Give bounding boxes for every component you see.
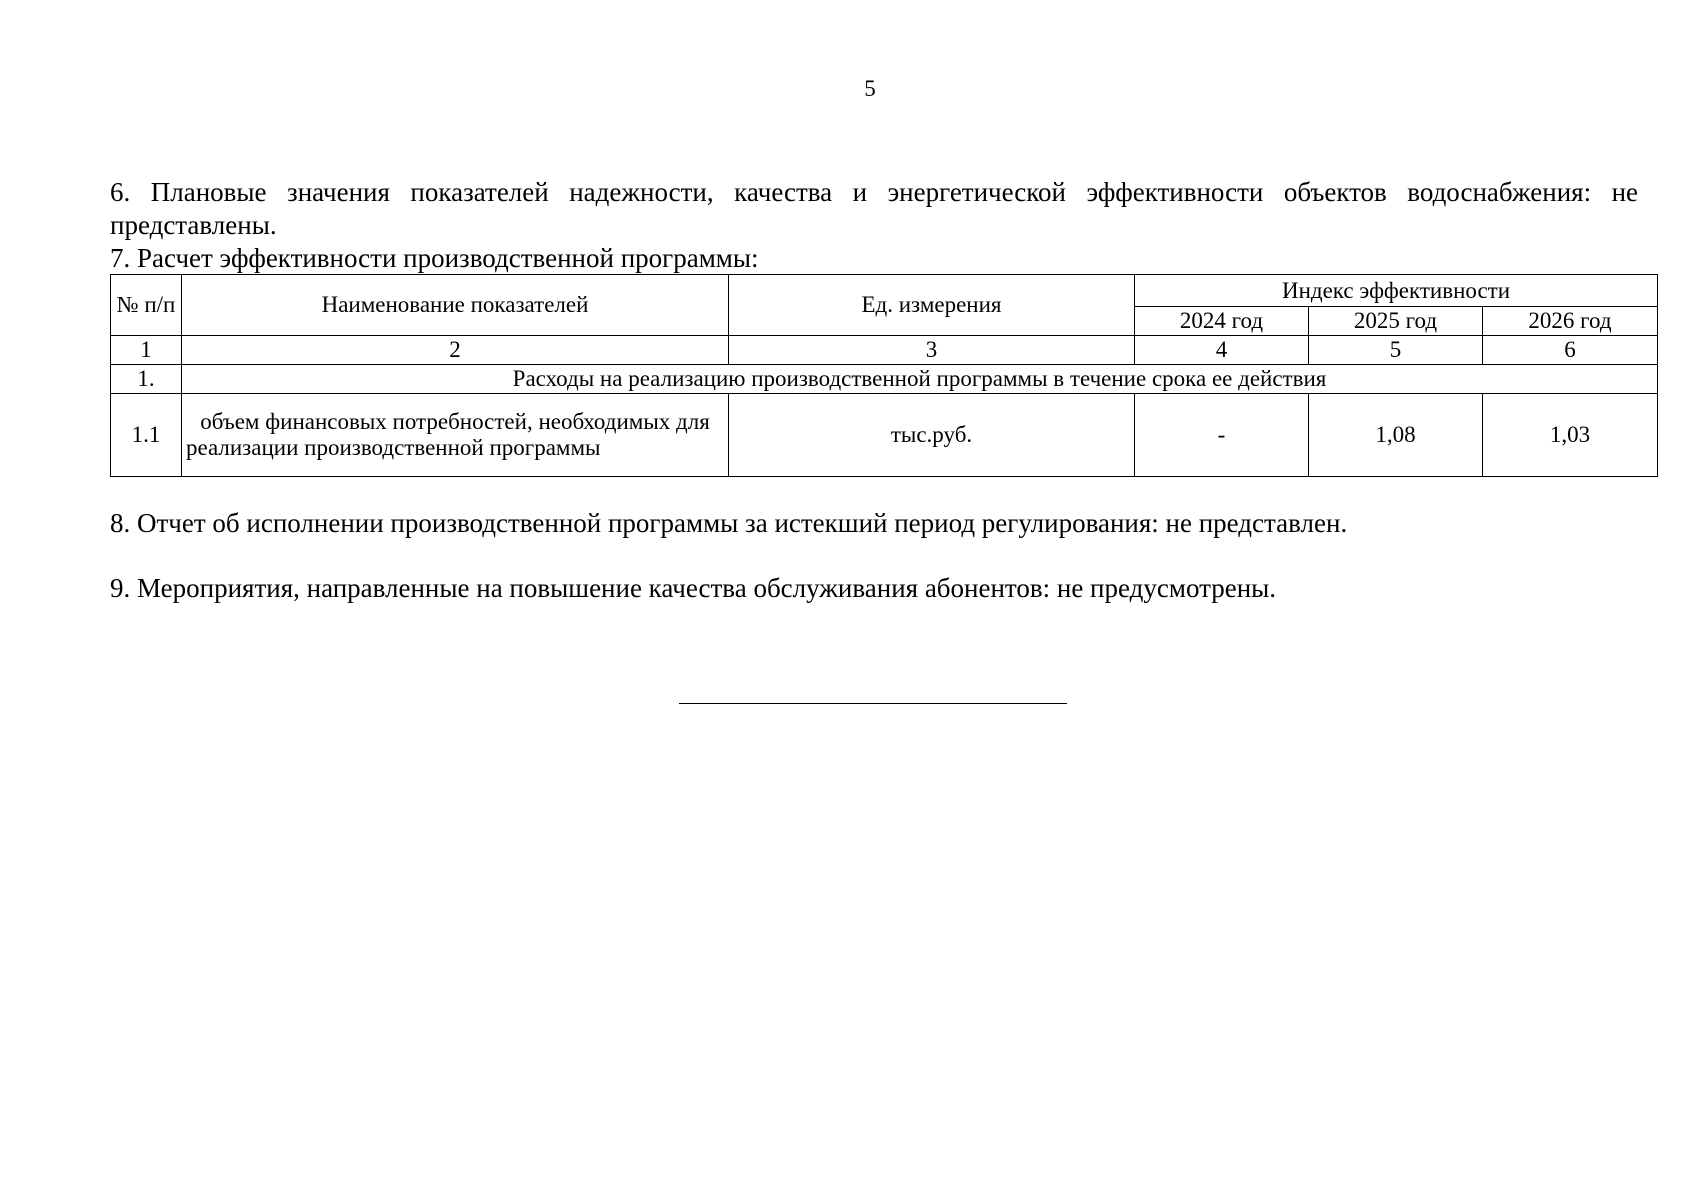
paragraph-7: 7. Расчет эффективности производственной программы: bbox=[110, 243, 759, 273]
header-year-2024: 2024 год bbox=[1135, 307, 1309, 336]
paragraph-6: 6. Плановые значения показателей надежности, качества и энергетической эффективности объектов водоснабжения: не представлены. bbox=[110, 177, 1638, 240]
efficiency-table bbox=[110, 274, 1658, 477]
row-name: объем финансовых потребностей, необходимых для реализации производственной программы bbox=[182, 394, 729, 477]
separator-line bbox=[679, 703, 1067, 704]
column-number: 3 bbox=[729, 336, 1135, 365]
section-row bbox=[111, 365, 1658, 394]
table-header-row bbox=[111, 275, 1658, 307]
page-number: 5 bbox=[864, 76, 876, 101]
column-numbers-row bbox=[111, 336, 1658, 365]
header-year-2026: 2026 год bbox=[1483, 307, 1658, 336]
header-year-2025: 2025 год bbox=[1309, 307, 1483, 336]
paragraph-8: 8. Отчет об исполнении производственной программы за истекший период регулирования: не представлен. bbox=[110, 508, 1348, 538]
column-number: 2 bbox=[182, 336, 729, 365]
header-number: № п/п bbox=[111, 275, 182, 336]
column-number: 4 bbox=[1135, 336, 1309, 365]
paragraph-9: 9. Мероприятия, направленные на повышение качества обслуживания абонентов: не предусмотрены. bbox=[110, 573, 1277, 603]
row-value-2026: 1,03 bbox=[1483, 394, 1658, 477]
header-index: Индекс эффективности bbox=[1135, 275, 1658, 307]
table-row bbox=[111, 394, 1658, 477]
column-number: 1 bbox=[111, 336, 182, 365]
header-unit: Ед. измерения bbox=[729, 275, 1135, 336]
row-unit: тыс.руб. bbox=[729, 394, 1135, 477]
row-value-2024: - bbox=[1135, 394, 1309, 477]
column-number: 5 bbox=[1309, 336, 1483, 365]
row-value-2025: 1,08 bbox=[1309, 394, 1483, 477]
section-title: Расходы на реализацию производственной программы в течение срока ее действия bbox=[182, 365, 1658, 394]
section-number: 1. bbox=[111, 365, 182, 394]
row-number: 1.1 bbox=[111, 394, 182, 477]
column-number: 6 bbox=[1483, 336, 1658, 365]
header-name: Наименование показателей bbox=[182, 275, 729, 336]
